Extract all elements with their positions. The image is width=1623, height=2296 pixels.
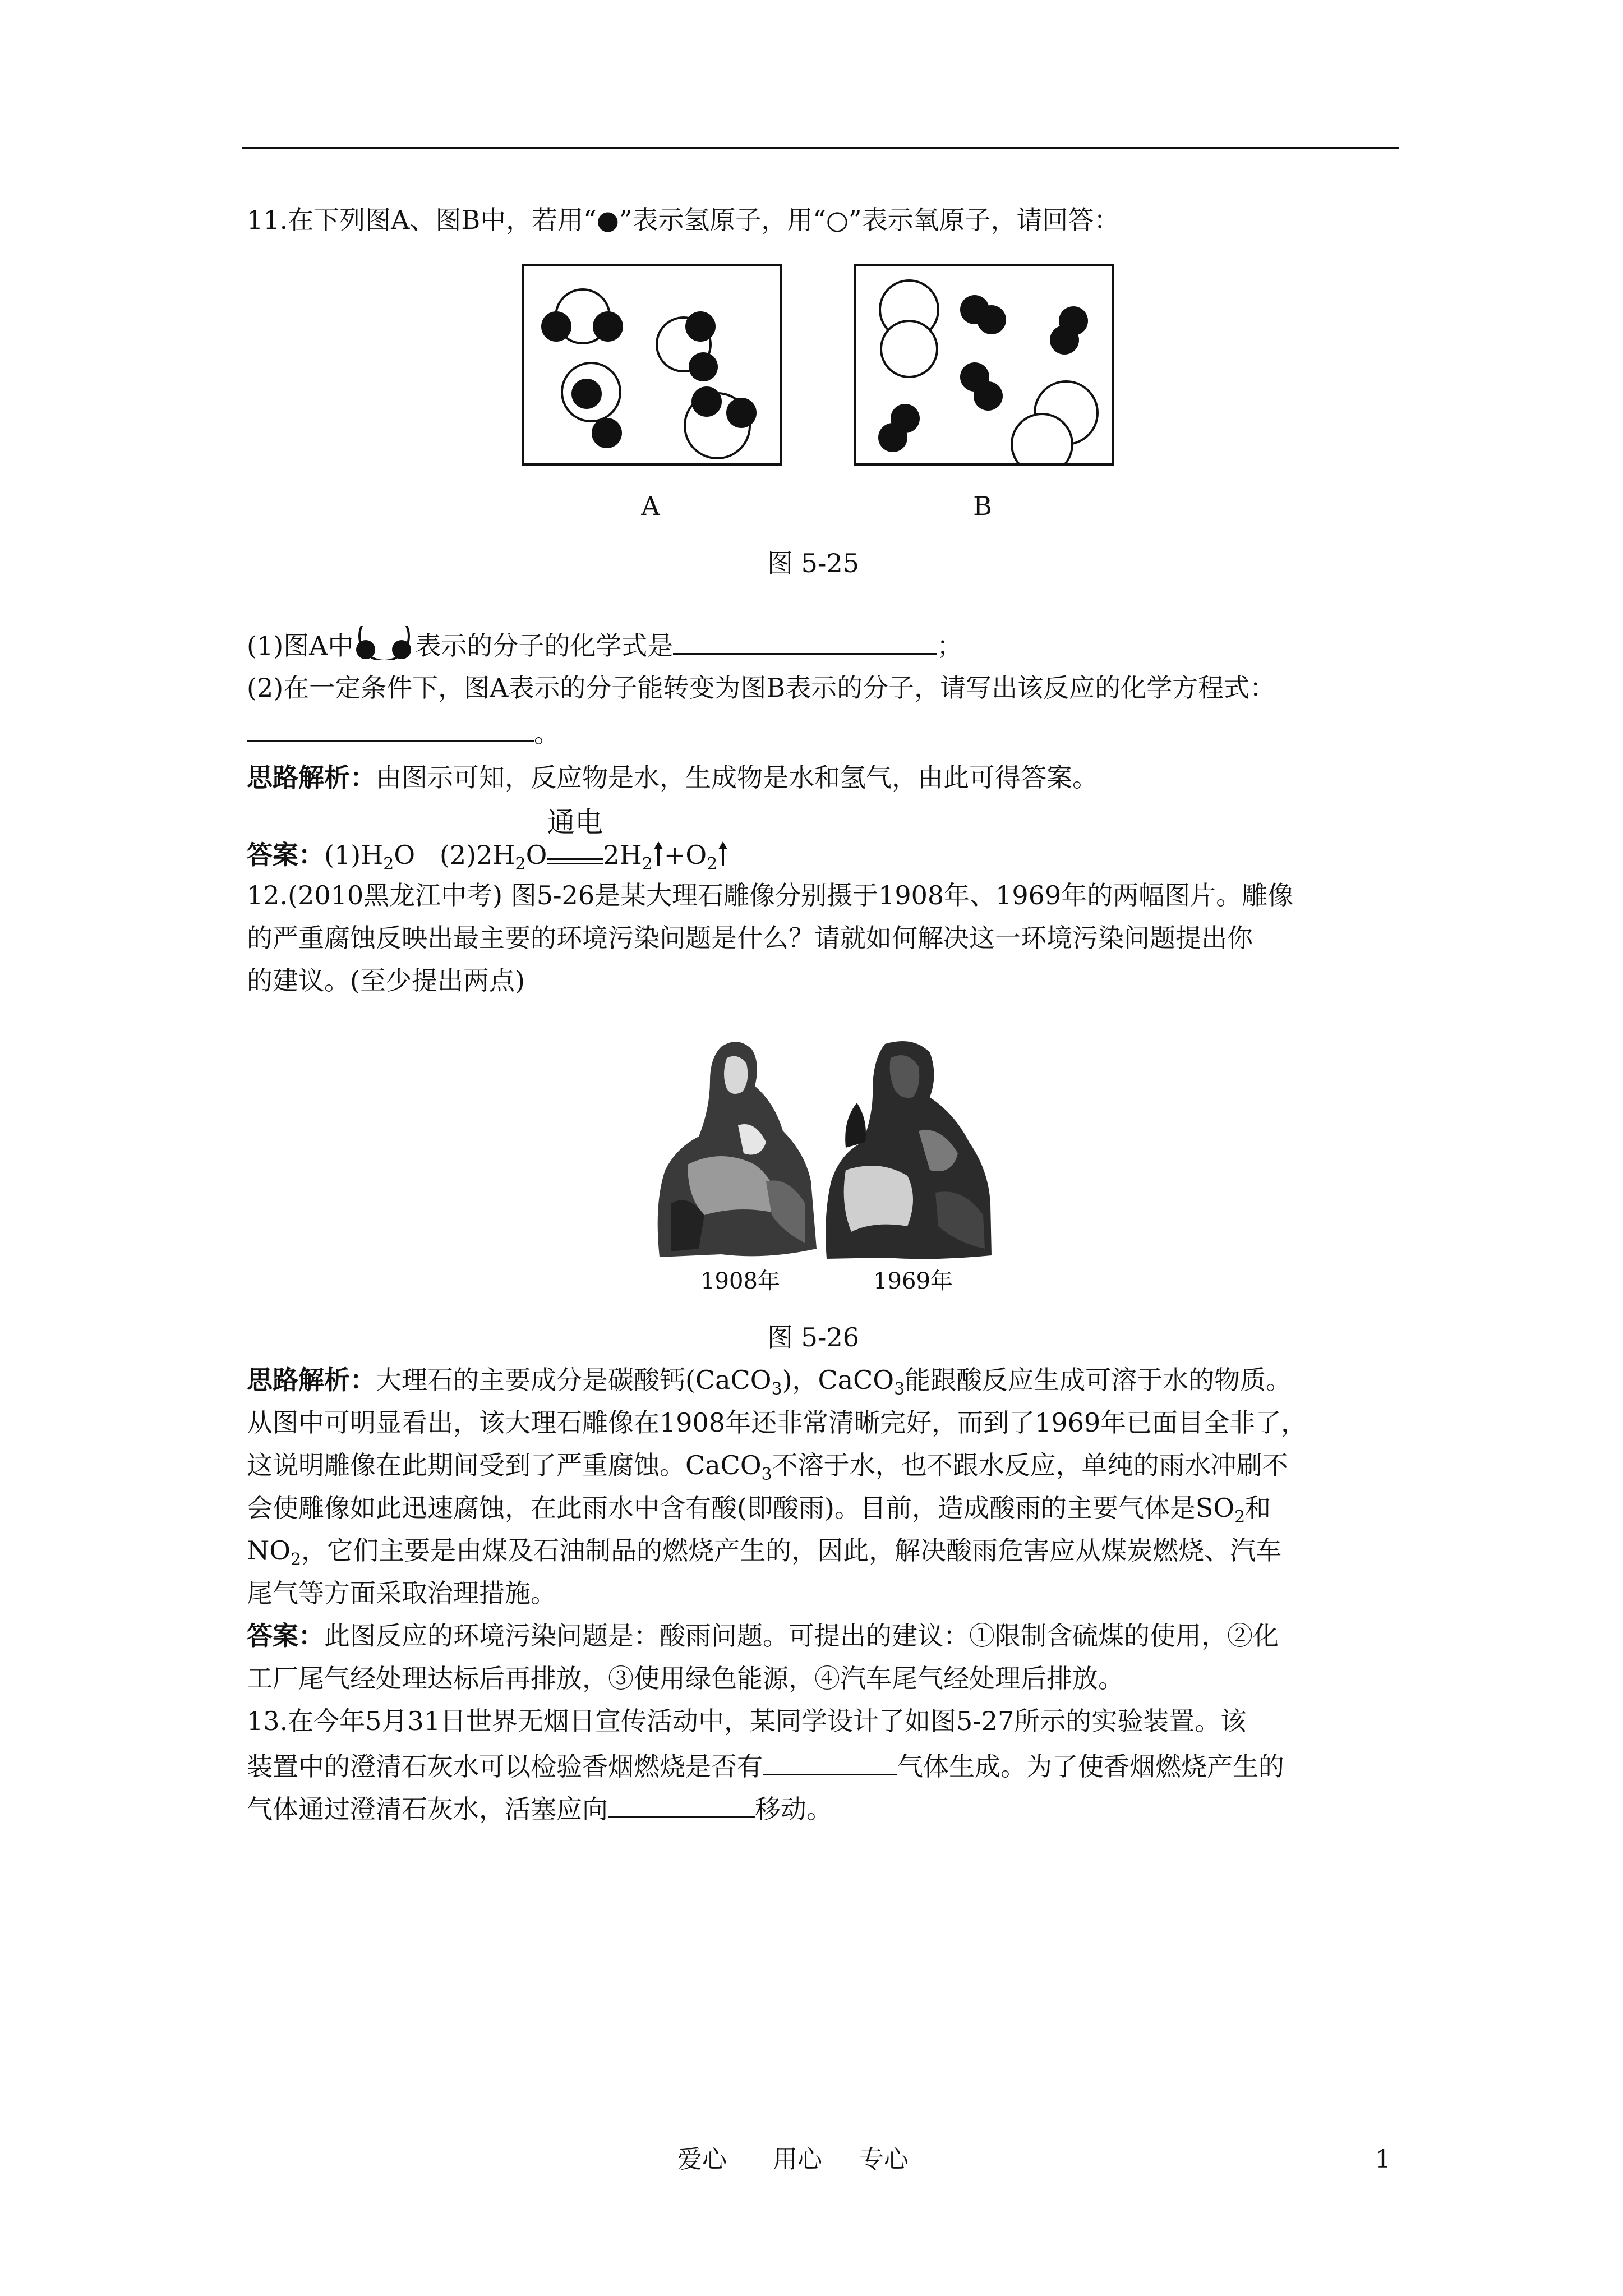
footer-motto-1: 爱心 xyxy=(677,2145,727,2174)
q12-analysis-line-2: 从图中可明显看出，该大理石雕像在1908年还非常清晰完好，而到了1969年已面目全非了， xyxy=(247,1407,1307,1438)
q11-answer-label: 答案： xyxy=(247,840,324,870)
q12-analysis-line-3: 这说明雕像在此期间受到了严重腐蚀。CaCO$_3$不溶于水，也不跟水反应，单纯的雨水冲刷不 xyxy=(247,1450,1288,1485)
hydrogen-atom xyxy=(878,423,907,452)
q13-direction-answer-blank[interactable] xyxy=(608,1789,755,1818)
q11-part2-blank-line xyxy=(247,714,1402,750)
footer-motto-3: 专心 xyxy=(859,2145,909,2174)
reaction-condition: 通电 xyxy=(547,806,603,839)
oxygen-atom xyxy=(1012,414,1072,463)
figure-a-label: A xyxy=(641,491,660,521)
q11-part1-end: ； xyxy=(937,631,963,661)
gas-up-arrow-icon xyxy=(655,841,662,866)
reaction-condition-equals xyxy=(547,806,603,872)
figure-a-box xyxy=(522,264,782,466)
footer-motto-2: 用心 xyxy=(773,2145,822,2174)
q11-analysis-label: 思路解析： xyxy=(247,762,376,793)
q13-line-1: 13.在今年5月31日世界无烟日宣传活动中，某同学设计了如图5-27所示的实验装置。该 xyxy=(247,1706,1247,1736)
q12-analysis-line-5: $NO_2$，它们主要是由煤及石油制品的燃烧产生的，因此，解决酸雨危害应从煤炭燃烧、汽车 xyxy=(247,1535,1282,1570)
hydrogen-atom xyxy=(726,398,757,428)
q11-part1 xyxy=(247,626,1402,662)
q12-stem-line-1: 12.(2010黑龙江中考) 图5-26是某大理石雕像分别摄于1908年、1969年的两幅图片。雕像 xyxy=(247,880,1294,910)
hydrogen-atom xyxy=(571,379,602,409)
oxygen-atom xyxy=(881,321,937,377)
statue-1908-photo xyxy=(654,1036,819,1263)
q12-answer-line-2: 工厂尾气经处理达标后再排放，③使用绿色能源，④汽车尾气经处理后排放。 xyxy=(247,1663,1124,1694)
q11-part1-post: 表示的分子的化学式是 xyxy=(415,631,674,661)
figure-b-label: B xyxy=(973,491,992,521)
gas-up-arrow-icon xyxy=(720,841,726,866)
q12-analysis-line-1: 思路解析：大理石的主要成分是碳酸钙(CaCO$_3$)，CaCO$_3$能跟酸反应生成可溶于水的物质。 xyxy=(247,1365,1292,1400)
q11-part1-answer-blank[interactable] xyxy=(673,626,937,655)
hydrogen-atom xyxy=(685,311,716,342)
hydrogen-atom xyxy=(541,311,571,342)
q11-part2: (2)在一定条件下，图A表示的分子能转变为图B表示的分子，请写出该反应的化学方程式： xyxy=(247,673,1276,703)
q12-stem-line-3: 的建议。(至少提出两点) xyxy=(247,965,525,996)
q11-part2-answer-blank[interactable] xyxy=(247,714,534,742)
hydrogen-atom xyxy=(691,386,722,417)
hydrogen-atom xyxy=(974,381,1003,411)
year-1908-label: 1908年 xyxy=(700,1268,780,1294)
figure-b-box xyxy=(854,264,1114,466)
q12-analysis-line-4: 会使雕像如此迅速腐蚀，在此雨水中含有酸(即酸雨)。目前，造成酸雨的主要气体是$SO_2$和 xyxy=(247,1493,1271,1527)
q12-analysis-line-6: 尾气等方面采取治理措施。 xyxy=(247,1578,556,1608)
water-molecule-icon xyxy=(353,626,415,660)
q12-analysis-label: 思路解析： xyxy=(247,1365,376,1395)
q13-line-3: 气体通过澄清石灰水，活塞应向 移动。 xyxy=(247,1789,1402,1826)
figure-5-26-caption: 图 5-26 xyxy=(767,1322,859,1352)
q11-stem: 11.在下列图A、图B中，若用“●”表示氢原子，用“○”表示氧原子，请回答： xyxy=(247,205,1120,235)
hydrogen-atom xyxy=(689,352,718,381)
q13-gas-answer-blank[interactable] xyxy=(763,1747,897,1775)
hydrogen-atom xyxy=(977,305,1006,334)
q12-stem-line-2: 的严重腐蚀反映出最主要的环境污染问题是什么？请就如何解决这一环境污染问题提出你 xyxy=(247,923,1253,953)
q11-analysis xyxy=(247,761,1402,794)
q13-line-2: 装置中的澄清石灰水可以检验香烟燃烧是否有 气体生成。为了使香烟燃烧产生的 xyxy=(247,1747,1402,1783)
hydrogen-atom xyxy=(593,311,623,342)
figure-5-25-caption: 图 5-25 xyxy=(767,548,859,578)
q11-part1-pre: (1)图A中 xyxy=(247,631,354,661)
page-number: 1 xyxy=(1375,2145,1391,2174)
q11-analysis-text: 由图示可知，反应物是水，生成物是水和氢气，由此可得答案。 xyxy=(376,762,1098,793)
figure-b-molecules xyxy=(856,266,1112,463)
q12-answer-label: 答案： xyxy=(247,1621,324,1651)
header-rule xyxy=(242,147,1399,149)
q12-answer-line-1: 答案：此图反应的环境污染问题是：酸雨问题。可提出的建议：①限制含硫煤的使用，②化 xyxy=(247,1621,1279,1651)
hydrogen-atom xyxy=(1050,325,1079,355)
statue-1969-photo xyxy=(823,1036,994,1263)
figure-a-molecules xyxy=(524,266,780,463)
year-1969-label: 1969年 xyxy=(873,1268,953,1294)
hydrogen-atom xyxy=(592,418,622,448)
q11-part2-end: 。 xyxy=(534,718,560,748)
q11-answer: 答案：$(1)H_2O$ $(2)2H_2O$ 通电 $2H_2 +O_2$ xyxy=(247,838,1402,872)
